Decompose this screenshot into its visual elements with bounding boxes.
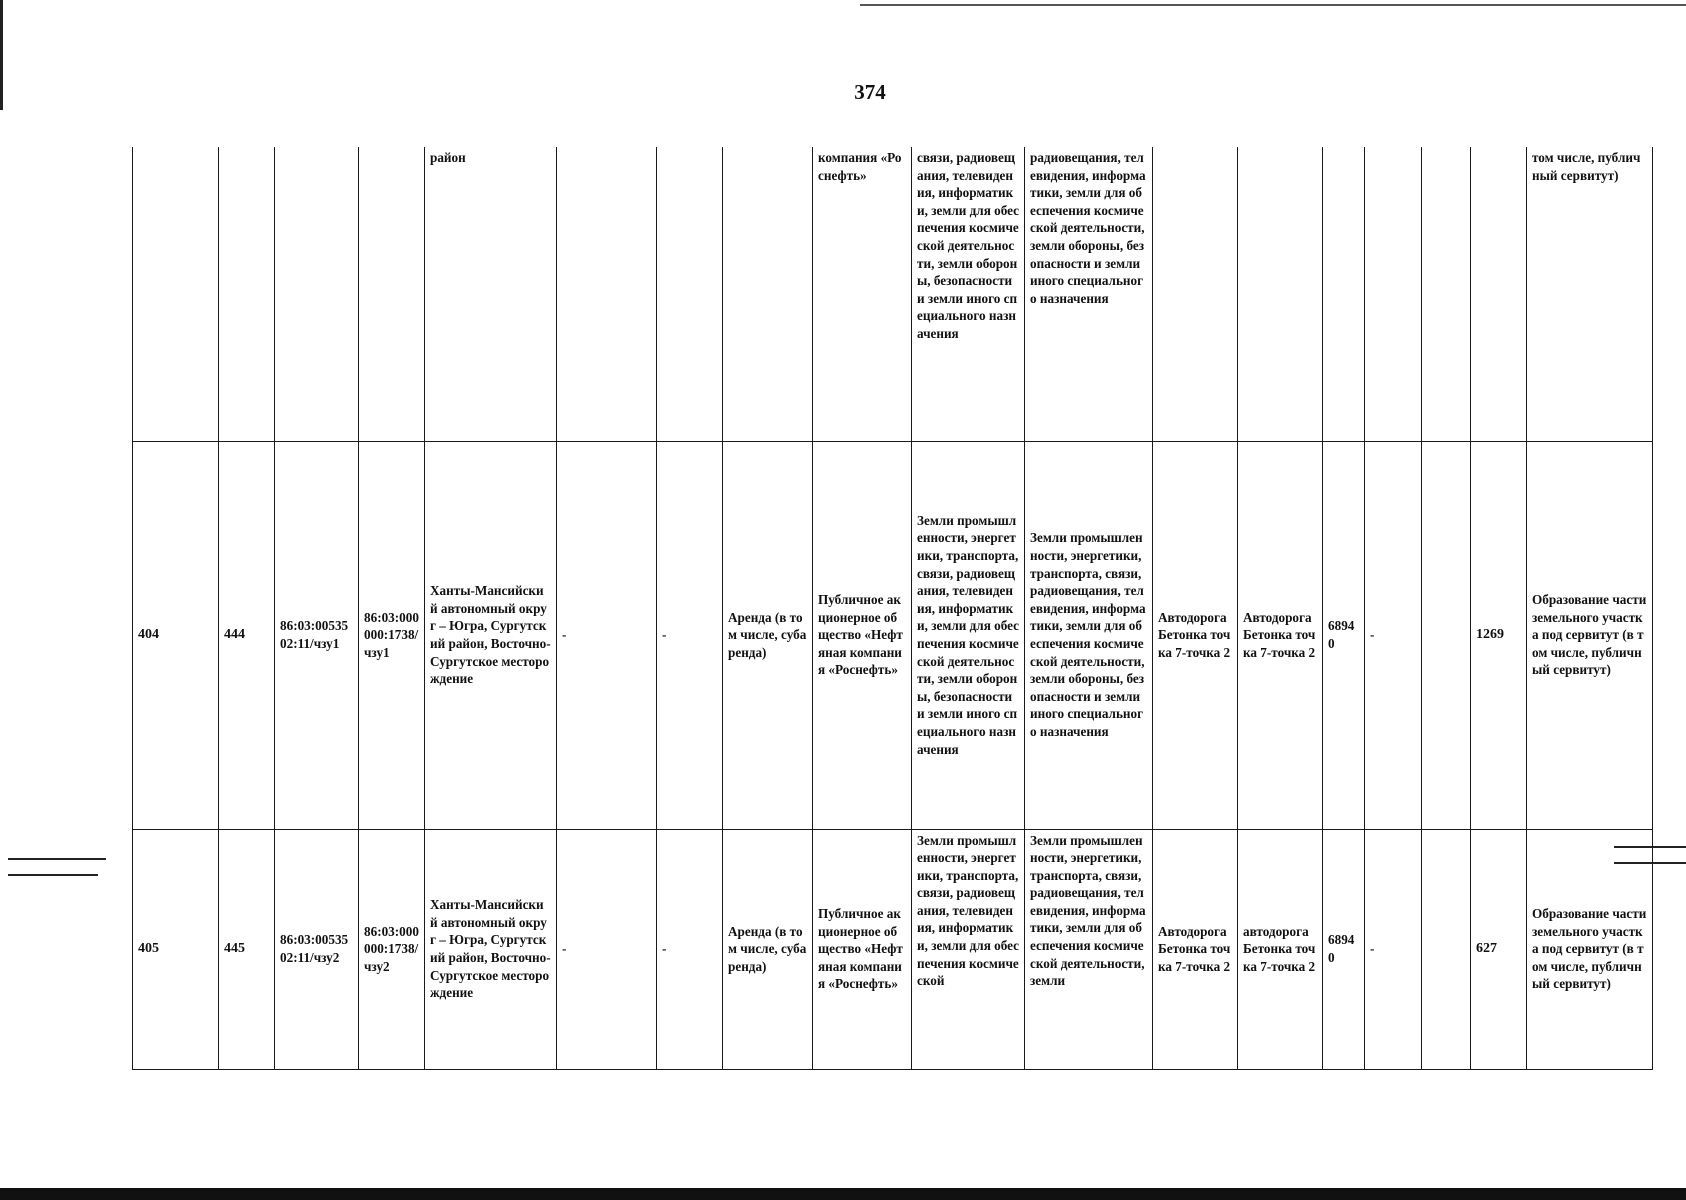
cell: - xyxy=(657,441,723,829)
cell-code: 68940 xyxy=(1323,829,1365,1069)
cell-purpose: Образование части земельного участка под сервитут (в том числе, публичный сервитут) xyxy=(1527,441,1653,829)
cell xyxy=(557,147,657,441)
table-row-405 xyxy=(133,829,1653,1069)
cell: - xyxy=(1365,441,1422,829)
land-plot-register-table xyxy=(132,147,1653,1070)
cell xyxy=(219,147,275,441)
cell xyxy=(1422,441,1471,829)
cell-seq-number: 444 xyxy=(219,441,275,829)
cell xyxy=(1471,147,1527,441)
cell-code: 68940 xyxy=(1323,441,1365,829)
cell-right-type: Аренда (в том числе, субаренда) xyxy=(723,829,813,1069)
cell xyxy=(723,147,813,441)
cell xyxy=(1153,147,1238,441)
cell xyxy=(1422,147,1471,441)
cell-location: район xyxy=(425,147,557,441)
cell-land-category: Земли промышленности, энергетики, транспорта, связи, радиовещания, телевидения, информатики, земли для обеспечения космической деятельности, земли обороны, безопасности и земли иного специального назначения xyxy=(912,441,1025,829)
cell-object-2: автодорога Бетонка точка 7-точка 2 xyxy=(1238,829,1323,1069)
cell-seq-number: 445 xyxy=(219,829,275,1069)
cell-cadastral-number: 86:03:0053502:11/чзу1 xyxy=(275,441,359,829)
cell-right-type: Аренда (в том числе, субаренда) xyxy=(723,441,813,829)
scan-dash-left-2 xyxy=(8,874,98,876)
cell: - xyxy=(1365,829,1422,1069)
cell-holder: компания «Роснефть» xyxy=(813,147,912,441)
cell: - xyxy=(557,441,657,829)
cell-part-number: 86:03:000000:1738/чзу1 xyxy=(359,441,425,829)
cell: - xyxy=(657,829,723,1069)
cell-row-number: 405 xyxy=(133,829,219,1069)
cell: - xyxy=(557,829,657,1069)
cell-area: 1269 xyxy=(1471,441,1527,829)
cell xyxy=(1365,147,1422,441)
cell xyxy=(1422,829,1471,1069)
scan-dash-left xyxy=(8,858,106,860)
scan-border-top xyxy=(860,4,1686,6)
cell xyxy=(359,147,425,441)
cell xyxy=(657,147,723,441)
cell-purpose: Образование части земельного участка под сервитут (в том числе, публичный сервитут) xyxy=(1527,829,1653,1069)
cell-holder: Публичное акционерное общество «Нефтяная компания «Роснефть» xyxy=(813,829,912,1069)
cell-holder: Публичное акционерное общество «Нефтяная компания «Роснефть» xyxy=(813,441,912,829)
cell-area: 627 xyxy=(1471,829,1527,1069)
cell xyxy=(275,147,359,441)
cell-land-category: Земли промышленности, энергетики, транспорта, связи, радиовещания, телевидения, информатики, земли для обеспечения космической xyxy=(912,829,1025,1069)
cell-land-category-2: Земли промышленности, энергетики, транспорта, связи, радиовещания, телевидения, информатики, земли для обеспечения космической деятельности, земли обороны, безопасности и земли иного специального назначения xyxy=(1025,441,1153,829)
cell-land-category: связи, радиовещания, телевидения, информатики, земли для обеспечения космической деятельности, земли обороны, безопасности и земли иного специального назначения xyxy=(912,147,1025,441)
cell-location: Ханты-Мансийский автономный округ – Югра, Сургутский район, Восточно-Сургутское месторождение xyxy=(425,441,557,829)
page-number: 374 xyxy=(854,80,886,104)
cell-land-category-2: Земли промышленности, энергетики, транспорта, связи, радиовещания, телевидения, информатики, земли для обеспечения космической деятельности, земли xyxy=(1025,829,1153,1069)
cell-location: Ханты-Мансийский автономный округ – Югра, Сургутский район, Восточно-Сургутское месторождение xyxy=(425,829,557,1069)
table-row-404 xyxy=(133,441,1653,829)
cell-row-number: 404 xyxy=(133,441,219,829)
cell-object-2: Автодорога Бетонка точка 7-точка 2 xyxy=(1238,441,1323,829)
scan-border-bottom xyxy=(0,1188,1686,1200)
cell-object: Автодорога Бетонка точка 7-точка 2 xyxy=(1153,829,1238,1069)
cell-object: Автодорога Бетонка точка 7-точка 2 xyxy=(1153,441,1238,829)
cell xyxy=(1238,147,1323,441)
table-row-continuation xyxy=(133,147,1653,441)
cell-cadastral-number: 86:03:0053502:11/чзу2 xyxy=(275,829,359,1069)
cell-part-number: 86:03:000000:1738/чзу2 xyxy=(359,829,425,1069)
cell xyxy=(1323,147,1365,441)
cell-purpose: том числе, публичный сервитут) xyxy=(1527,147,1653,441)
cell-land-category-2: радиовещания, телевидения, информатики, земли для обеспечения космической деятельности, земли обороны, безопасности и земли иного специального назначения xyxy=(1025,147,1153,441)
cell xyxy=(133,147,219,441)
